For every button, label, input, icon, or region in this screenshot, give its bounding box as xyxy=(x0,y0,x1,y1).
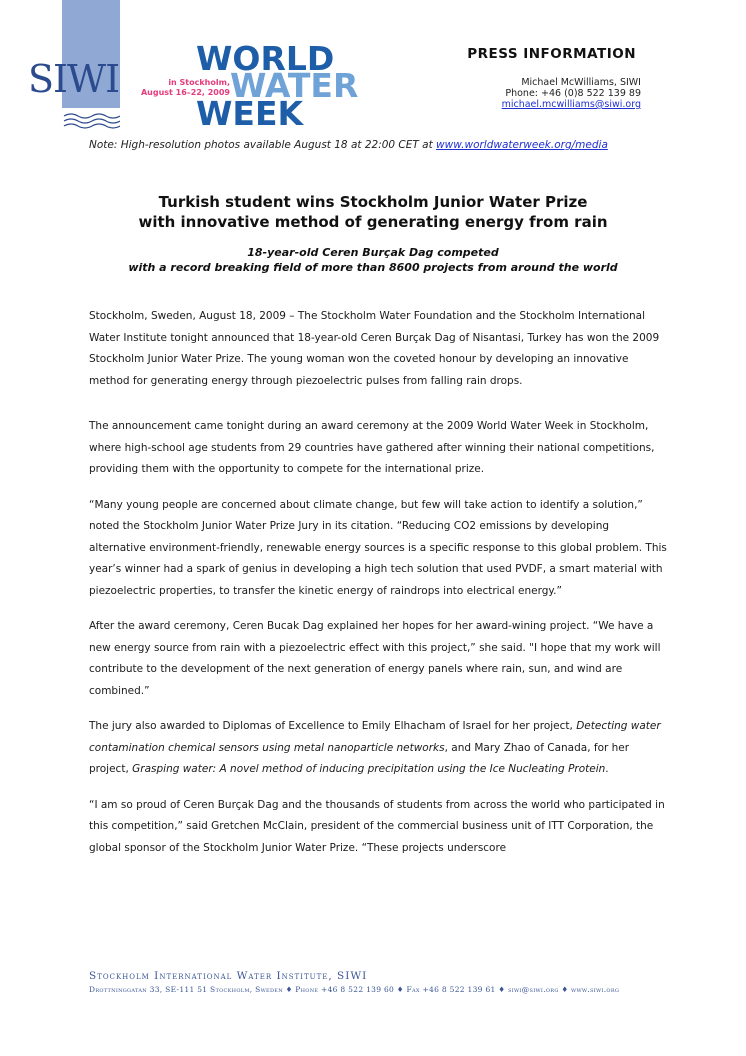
siwi-logo-text: SIWI xyxy=(28,57,120,101)
p5-text-c: , and Mary Zhao of Canada, for her project, xyxy=(89,741,630,775)
footer-address: Drottninggatan 33, SE-111 51 Stockholm, Sweden ♦ Phone +46 8 522 139 60 ♦ Fax +46 8 522 139 61 ♦ siwi@siwi.org ♦ www.siwi.org xyxy=(89,985,620,994)
footer-org: Stockholm International Water Institute, SIWI xyxy=(89,970,368,982)
paragraph-4: After the award ceremony, Ceren Bucak Dag explained her hopes for her award-wining project. “We have a new energy source from rain with a piezoelectric effect with this project,” she said. "I hope that my work will contribute to the development of the next generation of energy panels where rain, sun, and wind are combined.” xyxy=(89,620,661,697)
p5-text-a: The jury also awarded to Diplomas of Excellence to Emily Elhacham of Israel for her project, xyxy=(89,720,577,732)
contact-email-link[interactable]: michael.mcwilliams@siwi.org xyxy=(501,99,641,110)
photo-note-text: Note: High-resolution photos available August 18 at 22:00 CET at xyxy=(89,139,437,151)
www-sub-line2: August 16–22, 2009 xyxy=(140,88,230,97)
www-sub-line1: in Stockholm, xyxy=(168,78,230,87)
siwi-waves-icon xyxy=(62,112,120,132)
p5-project-1: Detecting water contamination chemical sensors using metal nanoparticle networks xyxy=(89,720,661,754)
paragraph-6: “I am so proud of Ceren Burçak Dag and the thousands of students from across the world who participated in this competition,” said Gretchen McClain, president of the commercial business unit of ITT Corporation, the global sponsor of the Stockholm Junior Water Prize. “These projects underscore xyxy=(89,798,665,854)
p5-project-2: Grasping water: A novel method of inducing precipitation using the Ice Nucleating Protein xyxy=(132,763,606,775)
paragraph-3: “Many young people are concerned about climate change, but few will take action to identify a solution,” noted the Stockholm Junior Water Prize Jury in its citation. “Reducing CO2 emissions by developing alternative environment-friendly, renewable energy sources is a specific response to this global problem. This year’s winner had a spark of genius in developing a high tech solution that used PVDF, a smart material with piezoelectric properties, to transfer the kinetic energy of raindrops into electrical energy.” xyxy=(89,498,667,597)
www-word-water: WATER xyxy=(230,66,359,105)
subheadline xyxy=(0,245,746,275)
photo-note xyxy=(89,139,608,151)
headline-line1: Turkish student wins Stockholm Junior Water Prize xyxy=(158,193,588,211)
headline xyxy=(0,192,746,232)
subhead-line2: with a record breaking field of more than 8600 projects from around the world xyxy=(128,261,618,274)
contact-phone: Phone: +46 (0)8 522 139 89 xyxy=(505,88,641,99)
www-word-world: WORLD xyxy=(196,39,335,78)
media-link[interactable]: www.worldwaterweek.org/media xyxy=(436,139,608,151)
contact-name: Michael McWilliams, SIWI xyxy=(521,77,641,88)
headline-line2: with innovative method of generating energy from rain xyxy=(138,213,608,231)
paragraph-1: Stockholm, Sweden, August 18, 2009 – The Stockholm Water Foundation and the Stockholm International Water Institute tonight announced that 18-year-old Ceren Burçak Dag of Nisantasi, Turkey has won the 2009 Stockholm Junior Water Prize. The young woman won the coveted honour by developing an innovative method for generating energy through piezoelectric pulses from falling rain drops. xyxy=(89,310,660,387)
p5-text-e: . xyxy=(605,763,609,775)
press-title: PRESS INFORMATION xyxy=(467,46,636,62)
article-body xyxy=(89,306,669,873)
press-contact xyxy=(502,77,641,110)
subhead-line1: 18-year-old Ceren Burçak Dag competed xyxy=(247,246,499,259)
footer xyxy=(89,970,619,994)
paragraph-5 xyxy=(89,716,669,781)
www-word-week: WEEK xyxy=(196,94,304,133)
paragraph-2: The announcement came tonight during an award ceremony at the 2009 World Water Week in Stockholm, where high-school age students from 29 countries have gathered after winning their national competitions, providing them with the opportunity to compete for the international prize. xyxy=(89,420,655,475)
